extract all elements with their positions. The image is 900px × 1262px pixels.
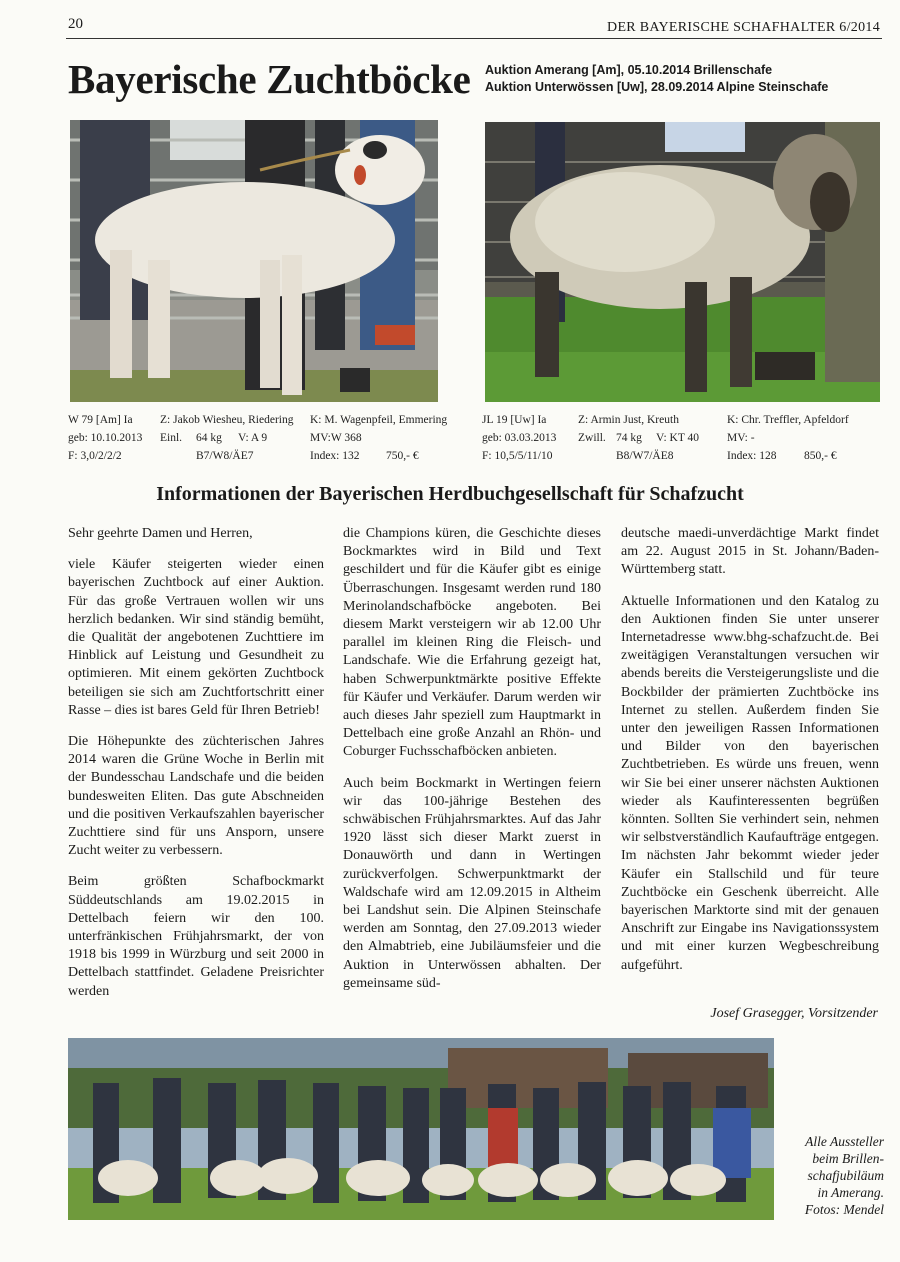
- paragraph: Die Höhepunkte des züchterischen Jahres 2014 waren die Grüne Woche in Berlin mit der Bundesschau Landschafe und die beiden bundesweiten Eliten. Das gute Abschneiden und die positiven Verkaufszahlen bayerischer Zuchttiere sind für uns Ansporn, unsere Zucht weiter zu verbessern.: [68, 734, 324, 859]
- exhibitors-group-photo: [68, 1038, 774, 1220]
- ram-photo-brillenschaf-image: [70, 120, 438, 402]
- article-column-3: [621, 525, 879, 988]
- header-rule: [66, 38, 882, 39]
- article-column-1: [68, 525, 324, 1014]
- paragraph: Aktuelle Informationen und den Katalog zu den Auktionen finden Sie unter unserer Internetadresse www.bhg-schafzucht.de. Bei zweitägigen Veranstaltungen versuchen wir abends bereits die Versteigerungsliste und die Bockbilder der prämierten Zuchtböcke ins Internet zu stellen. Außerdem finden Sie unter den jeweiligen Rassen Informationen und Bilder von den bayerischen Zuchtbetrieben. Es würde uns freuen, wenn wir Sie bei einer unserer nächsten Auktionen wieder als Kaufinteressenten begrüßen könnten. Sollten Sie verhindert sein, nehmen wir selbstverständlich Kaufaufträge entgegen. Im nächsten Jahr bekommt wieder jeder Käufer ein Stallschild und für teure Zuchtböcke ein Geschenk überreicht. Alle bayerischen Marktorte sind mit der genauen Anschrift zur Eingabe ins Navigationssystem und mit einer kurzen Wegbeschreibung aufgeführt.: [621, 593, 879, 973]
- ram-photo-steinschaf-image: [485, 122, 880, 402]
- group-photo-caption: [784, 1133, 884, 1218]
- ram2-f: F: 10,5/5/11/10: [482, 450, 553, 462]
- photo-credit: Fotos: Mendel: [804, 1202, 884, 1217]
- ram1-birth-type: Einl.: [160, 432, 183, 444]
- ram2-index: Index: 128: [727, 450, 777, 462]
- caption-line: schafjubiläum: [807, 1168, 884, 1183]
- caption-line: Alle Aussteller: [805, 1134, 884, 1149]
- ram1-breeder: Z: Jakob Wiesheu, Riedering: [160, 414, 294, 426]
- paragraph: Auch beim Bockmarkt in Wertingen feiern wir das 100-jährige Bestehen des schwäbischen Frühjahrsmarktes. Auf das Jahr 1920 lässt sich dieser Markt zuerst in Donauwörth und dann in Wertingen zurückverfolgen. Schwerpunktmarkt der Waldschafe wird am 12.09.2015 in Altheim bei Landshut sein. Die Alpinen Steinschafe werden am Sonntag, den 27.09.2013 wieder den Almabtrieb, eine Jubiläumsfeier und die Auktion in Unterwössen abhalten. Der gemeinsame süd-: [343, 775, 601, 991]
- ram1-mv: MV:W 368: [310, 432, 362, 444]
- article-column-2: [343, 525, 601, 1006]
- paragraph: viele Käufer steigerten wieder einen bayerischen Zuchtbock auf einer Auktion. Für das große Vertrauen wollen wir uns herzlich bedanken. Wir sind ständig bemüht, die Qualität der angebotenen Zuchttiere im Hinblick auf Leistung und Gesundheit zu optimieren. Mit einem gekörten Zuchtbock beteiligen sie sich am Zuchtfortschritt einer Rasse – dies ist bares Geld für Ihren Betrieb!: [68, 557, 324, 718]
- auction-unterwoessen: Auktion Unterwössen [Uw], 28.09.2014 Alpine Steinschafe: [485, 80, 829, 94]
- ram1-f: F: 3,0/2/2/2: [68, 450, 122, 462]
- page-title: Bayerische Zuchtböcke: [68, 56, 471, 102]
- page-number: 20: [68, 16, 83, 32]
- ram2-buyer: K: Chr. Treffler, Apfeldorf: [727, 414, 849, 426]
- ram2-weight: 74 kg: [616, 432, 642, 444]
- paragraph: deutsche maedi-unverdächtige Markt findet am 22. August 2015 in St. Johann/Baden-Württemberg statt.: [621, 526, 879, 578]
- ram-photo-brillenschaf: [70, 120, 438, 402]
- auction-amerang: Auktion Amerang [Am], 05.10.2014 Brillenschafe: [485, 63, 773, 77]
- ram-photo-steinschaf: [485, 122, 880, 402]
- paragraph: Beim größten Schafbockmarkt Süddeutschlands am 19.02.2015 in Dettelbach feiern wir den 100. unterfränkischen Frühjahrsmarkt, der von 1918 bis 1999 in Würzburg und seit 2000 in Dettelbach stattfindet. Geladene Preisrichter werden: [68, 874, 324, 999]
- ram1-grades: B7/W8/ÄE7: [196, 450, 254, 462]
- exhibitors-group-photo-image: [68, 1038, 774, 1220]
- ram2-born: geb: 03.03.2013: [482, 432, 557, 444]
- caption-line: beim Brillen-: [812, 1151, 884, 1166]
- ram1-weight: 64 kg: [196, 432, 222, 444]
- section-heading: Informationen der Bayerischen Herdbuchgesellschaft für Schafzucht: [156, 483, 744, 505]
- ram1-index: Index: 132: [310, 450, 360, 462]
- ram2-grades: B8/W7/ÄE8: [616, 450, 674, 462]
- ram2-price: 850,- €: [804, 450, 837, 462]
- magazine-header: DER BAYERISCHE SCHAFHALTER 6/2014: [607, 20, 880, 35]
- ram2-breeder: Z: Armin Just, Kreuth: [578, 414, 679, 426]
- ram1-buyer: K: M. Wagenpfeil, Emmering: [310, 414, 448, 426]
- ram1-v: V: A 9: [238, 432, 268, 444]
- ram1-born: geb: 10.10.2013: [68, 432, 143, 444]
- auction-list: [485, 62, 828, 96]
- salutation: Sehr geehrte Damen und Herren,: [68, 526, 253, 541]
- ram2-v: V: KT 40: [656, 432, 700, 444]
- paragraph: die Champions küren, die Geschichte dieses Bockmarktes wird in Bild und Text geschildert und für die Käufer gibt es einige Überraschungen. Insgesamt werden rund 180 Merinolandschafböcke angeboten. Bei diesem Markt versteigern wir ab 12.00 Uhr parallel im kleinen Ring die Fleisch- und Landschafe. Wie die Erfahrung gezeigt hat, haben Schwerpunktmärkte positive Effekte für Käufer und Verkäufer. Darum werden wir auch dieses Jahr speziell zum Hauptmarkt in Dettelbach eine große Anzahl an Rhön- und Coburger Fuchsschafböcken anbieten.: [343, 526, 601, 760]
- ram2-birth-type: Zwill.: [578, 432, 606, 444]
- signature: Josef Grasegger, Vorsitzender: [710, 1006, 878, 1021]
- ram2-id: JL 19 [Uw] Ia: [482, 414, 547, 426]
- ram1-id: W 79 [Am] Ia: [68, 414, 133, 426]
- ram2-mv: MV: -: [727, 432, 755, 444]
- caption-line: in Amerang.: [817, 1185, 884, 1200]
- ram1-price: 750,- €: [386, 450, 419, 462]
